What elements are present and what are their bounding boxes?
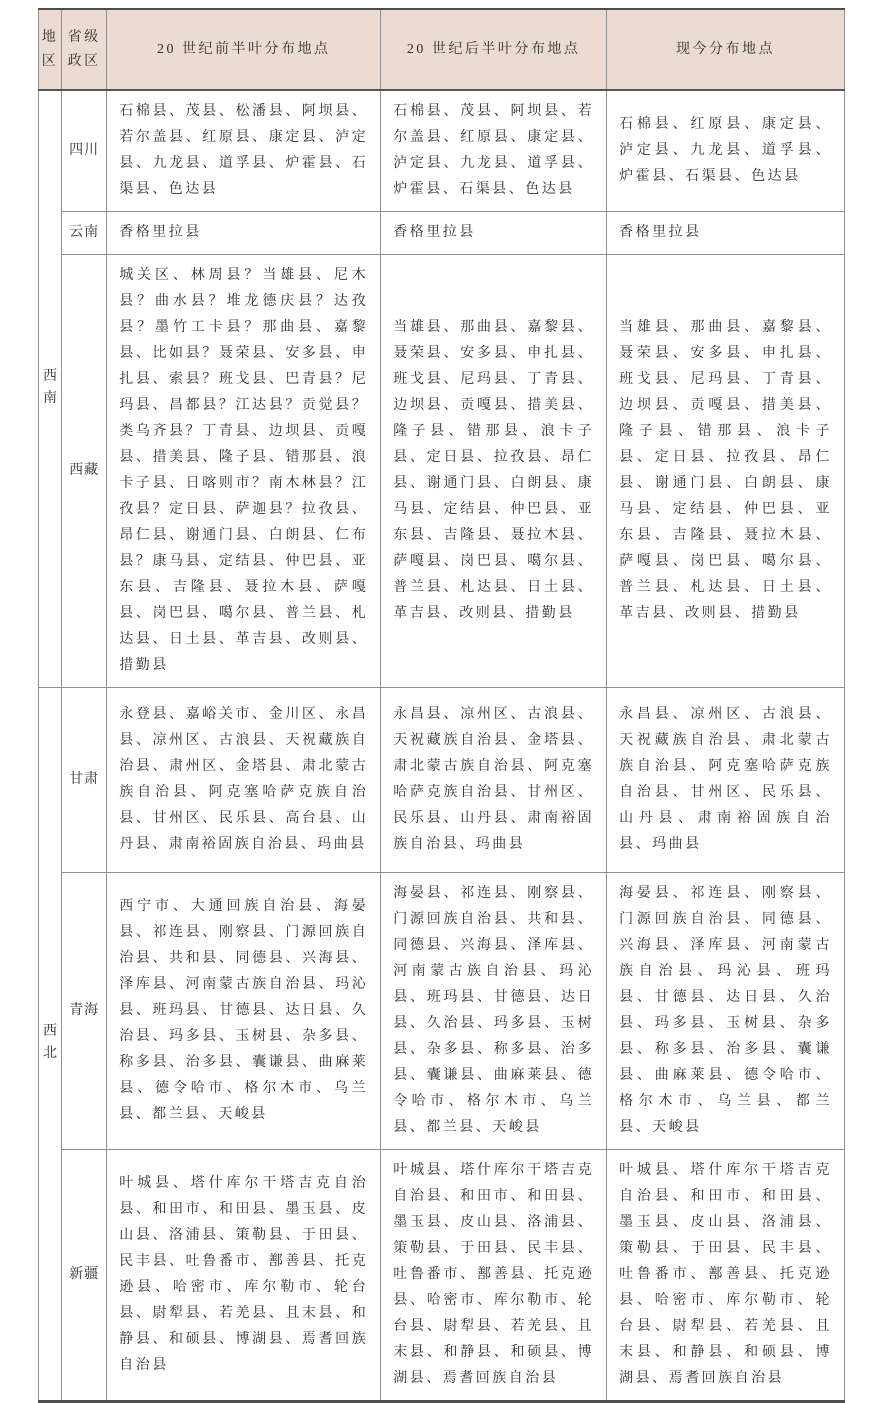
locations-first-half-gansu: 永登县、嘉峪关市、金川区、永昌县、凉州区、古浪县、天祝藏族自治县、肃州区、金塔县、肃北蒙古族自治县、阿克塞哈萨克族自治县、甘州区、民乐县、高台县、山丹县、肃南裕固族自治县、玛曲县 (107, 688, 381, 873)
locations-second-half-yunnan: 香格里拉县 (381, 212, 607, 255)
province-cell-gansu: 甘肃 (62, 688, 107, 873)
region-cell-southwest (39, 90, 62, 688)
locations-present-qinghai: 海晏县、祁连县、刚察县、门源回族自治县、同德县、兴海县、泽库县、河南蒙古族自治县、玛沁县、班玛县、甘德县、达日县、久治县、玛多县、玉树县、杂多县、称多县、治多县、囊谦县、曲麻莱县、德令哈市、格尔木市、乌兰县、都兰县、天峻县 (607, 873, 845, 1150)
header-first-half: 20 世纪前半叶分布地点 (107, 9, 381, 90)
locations-first-half-qinghai: 西宁市、大通回族自治县、海晏县、祁连县、刚察县、门源回族自治县、共和县、同德县、兴海县、泽库县、河南蒙古族自治县、玛沁县、班玛县、甘德县、达日县、久治县、玛多县、玉树县、杂多县、称多县、治多县、囊谦县、曲麻莱县、德令哈市、格尔木市、乌兰县、都兰县、天峻县 (107, 873, 381, 1150)
region-cell-northwest (39, 688, 62, 1402)
locations-second-half-qinghai: 海晏县、祁连县、刚察县、门源回族自治县、共和县、同德县、兴海县、泽库县、河南蒙古族自治县、玛沁县、班玛县、甘德县、达日县、久治县、玛多县、玉树县、杂多县、称多县、治多县、囊谦县、曲麻莱县、德令哈市、格尔木市、乌兰县、都兰县、天峻县 (381, 873, 607, 1150)
locations-second-half-xinjiang: 叶城县、塔什库尔干塔吉克自治县、和田市、和田县、墨玉县、皮山县、洛浦县、策勒县、于田县、民丰县、吐鲁番市、鄯善县、托克逊县、哈密市、库尔勒市、轮台县、尉犁县、若羌县、且末县、和静县、和硕县、博湖县、焉耆回族自治县 (381, 1150, 607, 1402)
header-present: 现今分布地点 (607, 9, 845, 90)
region-label-northwest: 西北 (43, 1024, 58, 1061)
region-label-southwest: 西南 (43, 369, 58, 406)
header-second-half: 20 世纪后半叶分布地点 (381, 9, 607, 90)
province-cell-xinjiang: 新疆 (62, 1150, 107, 1402)
header-region: 地区 (39, 9, 62, 90)
locations-second-half-xizang: 当雄县、那曲县、嘉黎县、聂荣县、安多县、申扎县、班戈县、尼玛县、丁青县、边坝县、贡嘎县、措美县、隆子县、错那县、浪卡子县、定日县、拉孜县、昂仁县、谢通门县、白朗县、康马县、定结县、仲巴县、亚东县、吉隆县、聂拉木县、萨嘎县、岗巴县、噶尔县、普兰县、札达县、日土县、革吉县、改则县、措勤县 (381, 255, 607, 688)
province-cell-yunnan: 云南 (62, 212, 107, 255)
table-row-sichuan (39, 90, 845, 212)
locations-first-half-xizang: 城关区、林周县？当雄县、尼木县？曲水县？堆龙德庆县？达孜县？墨竹工卡县？那曲县、嘉黎县、比如县？聂荣县、安多县、申扎县、索县？班戈县、巴青县？尼玛县、昌都县？江达县？贡觉县？类乌齐县？丁青县、边坝县、贡嘎县、措美县、隆子县、错那县、浪卡子县、日喀则市？南木林县？江孜县？定日县、萨迦县？拉孜县、昂仁县、谢通门县、白朗县、仁布县？康马县、定结县、仲巴县、亚东县、吉隆县、聂拉木县、萨嘎县、岗巴县、噶尔县、普兰县、札达县、日土县、革吉县、改则县、措勤县 (107, 255, 381, 688)
locations-second-half-gansu: 永昌县、凉州区、古浪县、天祝藏族自治县、金塔县、肃北蒙古族自治县、阿克塞哈萨克族自治县、甘州区、民乐县、山丹县、肃南裕固族自治县、玛曲县 (381, 688, 607, 873)
locations-present-yunnan: 香格里拉县 (607, 212, 845, 255)
locations-second-half-sichuan: 石棉县、茂县、阿坝县、若尔盖县、红原县、康定县、泸定县、九龙县、道孚县、炉霍县、石渠县、色达县 (381, 90, 607, 212)
locations-present-xizang: 当雄县、那曲县、嘉黎县、聂荣县、安多县、申扎县、班戈县、尼玛县、丁青县、边坝县、贡嘎县、措美县、隆子县、错那县、浪卡子县、定日县、拉孜县、昂仁县、谢通门县、白朗县、康马县、定结县、仲巴县、亚东县、吉隆县、聂拉木县、萨嘎县、岗巴县、噶尔县、普兰县、札达县、日土县、革吉县、改则县、措勤县 (607, 255, 845, 688)
table-row-gansu (39, 688, 845, 873)
table-row-yunnan (39, 212, 845, 255)
locations-first-half-xinjiang: 叶城县、塔什库尔干塔吉克自治县、和田市、和田县、墨玉县、皮山县、洛浦县、策勒县、于田县、民丰县、吐鲁番市、鄯善县、托克逊县、哈密市、库尔勒市、轮台县、尉犁县、若羌县、且末县、和静县、和硕县、博湖县、焉耆回族自治县 (107, 1150, 381, 1402)
province-cell-qinghai: 青海 (62, 873, 107, 1150)
locations-present-xinjiang: 叶城县、塔什库尔干塔吉克自治县、和田市、和田县、墨玉县、皮山县、洛浦县、策勒县、于田县、民丰县、吐鲁番市、鄯善县、托克逊县、哈密市、库尔勒市、轮台县、尉犁县、若羌县、且末县、和静县、和硕县、博湖县、焉耆回族自治县 (607, 1150, 845, 1402)
province-cell-xizang: 西藏 (62, 255, 107, 688)
header-row (39, 9, 845, 90)
table-row-xinjiang (39, 1150, 845, 1402)
header-province: 省级政区 (62, 9, 107, 90)
distribution-table (38, 8, 845, 1403)
locations-present-gansu: 永昌县、凉州区、古浪县、天祝藏族自治县、肃北蒙古族自治县、阿克塞哈萨克族自治县、甘州区、民乐县、山丹县、肃南裕固族自治县、玛曲县 (607, 688, 845, 873)
locations-first-half-sichuan: 石棉县、茂县、松潘县、阿坝县、若尔盖县、红原县、康定县、泸定县、九龙县、道孚县、炉霍县、石渠县、色达县 (107, 90, 381, 212)
table-row-qinghai (39, 873, 845, 1150)
locations-present-sichuan: 石棉县、红原县、康定县、泸定县、九龙县、道孚县、炉霍县、石渠县、色达县 (607, 90, 845, 212)
table-row-xizang (39, 255, 845, 688)
province-cell-sichuan: 四川 (62, 90, 107, 212)
locations-first-half-yunnan: 香格里拉县 (107, 212, 381, 255)
